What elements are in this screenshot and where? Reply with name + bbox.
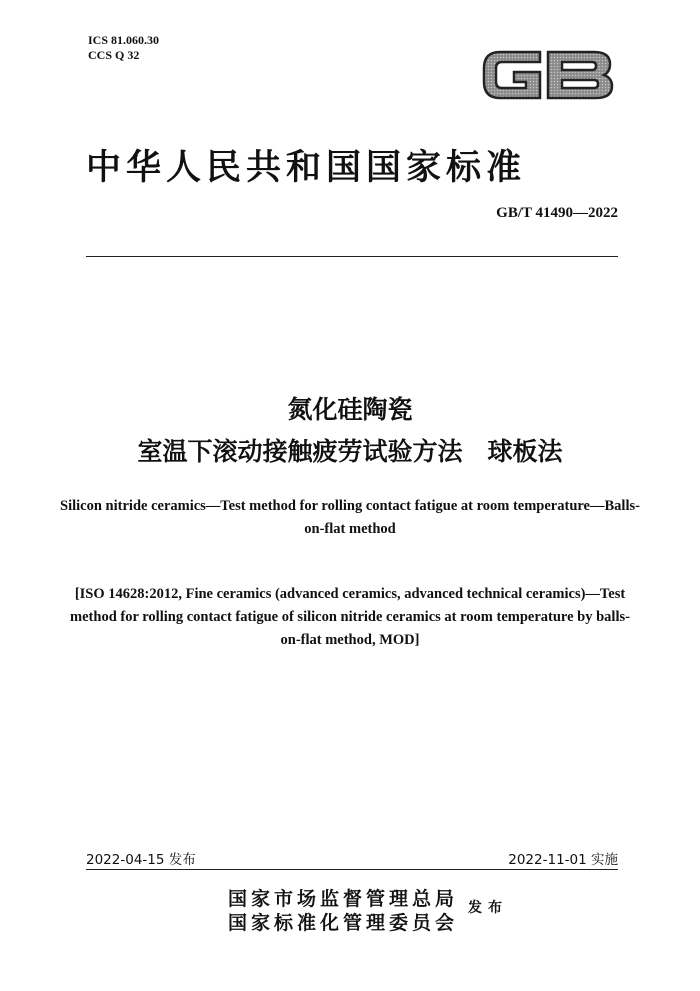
ccs-code: CCS Q 32 — [88, 48, 140, 62]
bottom-divider — [86, 869, 618, 870]
cn-title-line-2: 室温下滚动接触疲劳试验方法 球板法 — [137, 437, 563, 466]
gb-logo-graphic — [478, 44, 618, 106]
org-title: 中华人民共和国国家标准 — [86, 147, 527, 188]
issue-date: 2022-04-15 发布 — [86, 852, 196, 868]
english-title: Silicon nitride ceramics—Test method for rolling contact fatigue at room temperature—Balls-on-flat method — [60, 498, 640, 537]
standard-number: GB/T 41490—2022 — [496, 205, 618, 221]
ics-code: ICS 81.060.30 — [88, 33, 160, 47]
top-divider — [86, 256, 618, 257]
issuer-line-2: 国家标准化管理委员会 — [228, 912, 459, 934]
publish-label: 发布 — [468, 900, 508, 916]
gb-logo — [478, 44, 618, 106]
iso-reference: [ISO 14628:2012, Fine ceramics (advanced ceramics, advanced technical ceramics)—Test method for rolling contact fatigue of silicon nitride ceramics at room temperature by balls-on-flat method, MOD] — [70, 586, 630, 648]
implementation-date: 2022-11-01 实施 — [508, 852, 618, 868]
issuer-line-1: 国家市场监督管理总局 — [228, 888, 459, 910]
cn-title-line-1: 氮化硅陶瓷 — [287, 395, 413, 424]
